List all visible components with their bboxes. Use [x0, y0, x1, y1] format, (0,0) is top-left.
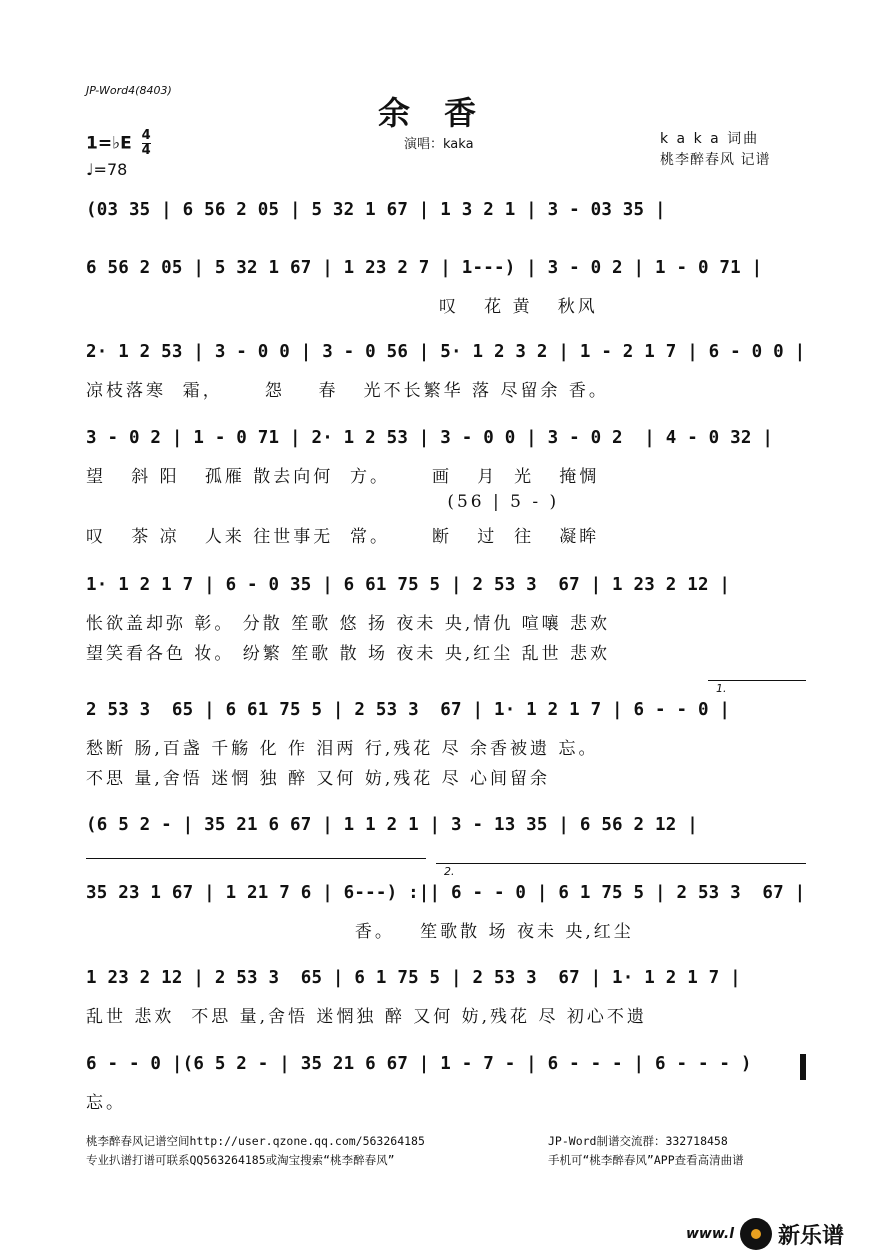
score-credit: 桃李醉春风 记谱: [660, 152, 771, 168]
volta-number: 2.: [444, 865, 455, 878]
volta-bracket: [708, 680, 806, 681]
footer-left-2: 专业扒谱打谱可联系QQ563264185或淘宝搜索“桃李醉春风”: [86, 1153, 395, 1167]
lyric-line: 叹 茶 凉 人来 往世事无 常。 断 过 往 凝眸: [86, 527, 600, 547]
lyric-line: 愁断 肠,百盏 千觞 化 作 泪两 行,残花 尽 余香被遗 忘。: [86, 739, 599, 759]
site-logo: [686, 1218, 844, 1250]
notation-row: 6 - - 0 |(6 5 2 - | 35 21 6 67 | 1 - 7 - | 6 - - - | 6 - - - ): [86, 1054, 752, 1074]
final-barline: [800, 1054, 806, 1080]
volta-number: 1.: [716, 682, 727, 695]
key-label: 1=♭E: [86, 133, 132, 154]
lyric-line: 望 斜 阳 孤雁 散去向何 方。 画 月 光 掩惆: [86, 467, 600, 487]
logo-www: www.l: [686, 1226, 735, 1242]
notation-row: 1· 1 2 1 7 | 6 - 0 35 | 6 61 75 5 | 2 53 3 67 | 1 23 2 12 |: [86, 575, 731, 595]
lyric-line: 香。 笙歌散 场 夜未 央,红尘: [86, 922, 634, 942]
notation-row: 2· 1 2 53 | 3 - 0 0 | 3 - 0 56 | 5· 1 2 3 2 | 1 - 2 1 7 | 6 - 0 0 |: [86, 342, 806, 362]
notation-row: (03 35 | 6 56 2 05 | 5 32 1 67 | 1 3 2 1 | 3 - 03 35 |: [86, 200, 666, 220]
logo-brand: 新乐谱: [778, 1223, 845, 1249]
lyric-line: 望笑看各色 妆。 纷繁 笙歌 散 场 夜未 央,红尘 乱世 悲欢: [86, 644, 611, 664]
software-version: JP-Word4(8403): [86, 84, 172, 97]
section-rule: [86, 858, 426, 859]
lyric-line: 怅欲盖却弥 彰。 分散 笙歌 悠 扬 夜未 央,情仇 喧嚷 悲欢: [86, 614, 611, 634]
key-signature: [86, 130, 151, 157]
volta-bracket: [436, 863, 806, 864]
lyric-line: 凉枝落寒 霜， 怨 春 光不长繁华 落 尽留余 香。: [86, 381, 609, 401]
time-bottom: 4: [141, 143, 151, 158]
footer-right-2: 手机可“桃李醉春风”APP查看高清曲谱: [548, 1153, 744, 1167]
notation-row: (6 5 2 - | 35 21 6 67 | 1 1 2 1 | 3 - 13 35 | 6 56 2 12 |: [86, 815, 698, 835]
singer-credit: 演唱：kaka: [404, 137, 474, 152]
footer-left-1: 桃李醉春风记谱空间http://user.qzone.qq.com/563264185: [86, 1134, 425, 1148]
notation-row: 6 56 2 05 | 5 32 1 67 | 1 23 2 7 | 1---) | 3 - 0 2 | 1 - 0 71 |: [86, 258, 763, 278]
song-title: 余香: [377, 94, 510, 132]
tempo-mark: ♩=78: [86, 160, 128, 179]
lyric-line: (56 | 5 - ): [86, 492, 560, 512]
time-signature: [142, 130, 151, 157]
time-top: 4: [141, 128, 151, 143]
record-icon: [740, 1218, 772, 1250]
notation-row: 2 53 3 65 | 6 61 75 5 | 2 53 3 67 | 1· 1 2 1 7 | 6 - - 0 |: [86, 700, 731, 720]
notation-row: 35 23 1 67 | 1 21 7 6 | 6---) :|| 6 - - 0 | 6 1 75 5 | 2 53 3 67 |: [86, 883, 806, 903]
lyric-line: 不思 量,舍悟 迷惘 独 醉 又何 妨,残花 尽 心间留余: [86, 769, 551, 789]
footer-right-1: JP-Word制谱交流群：332718458: [548, 1134, 728, 1148]
notation-row: 1 23 2 12 | 2 53 3 65 | 6 1 75 5 | 2 53 3 67 | 1· 1 2 1 7 |: [86, 968, 741, 988]
lyrics-credit: k a k a 词曲: [660, 131, 760, 147]
lyric-line: 忘。: [86, 1093, 126, 1113]
lyric-line: 叹 花 黄 秋风: [86, 297, 598, 317]
notation-row: 3 - 0 2 | 1 - 0 71 | 2· 1 2 53 | 3 - 0 0 | 3 - 0 2 | 4 - 0 32 |: [86, 428, 774, 448]
lyric-line: 乱世 悲欢 不思 量,舍悟 迷惘独 醉 又何 妨,残花 尽 初心不遗: [86, 1007, 647, 1027]
